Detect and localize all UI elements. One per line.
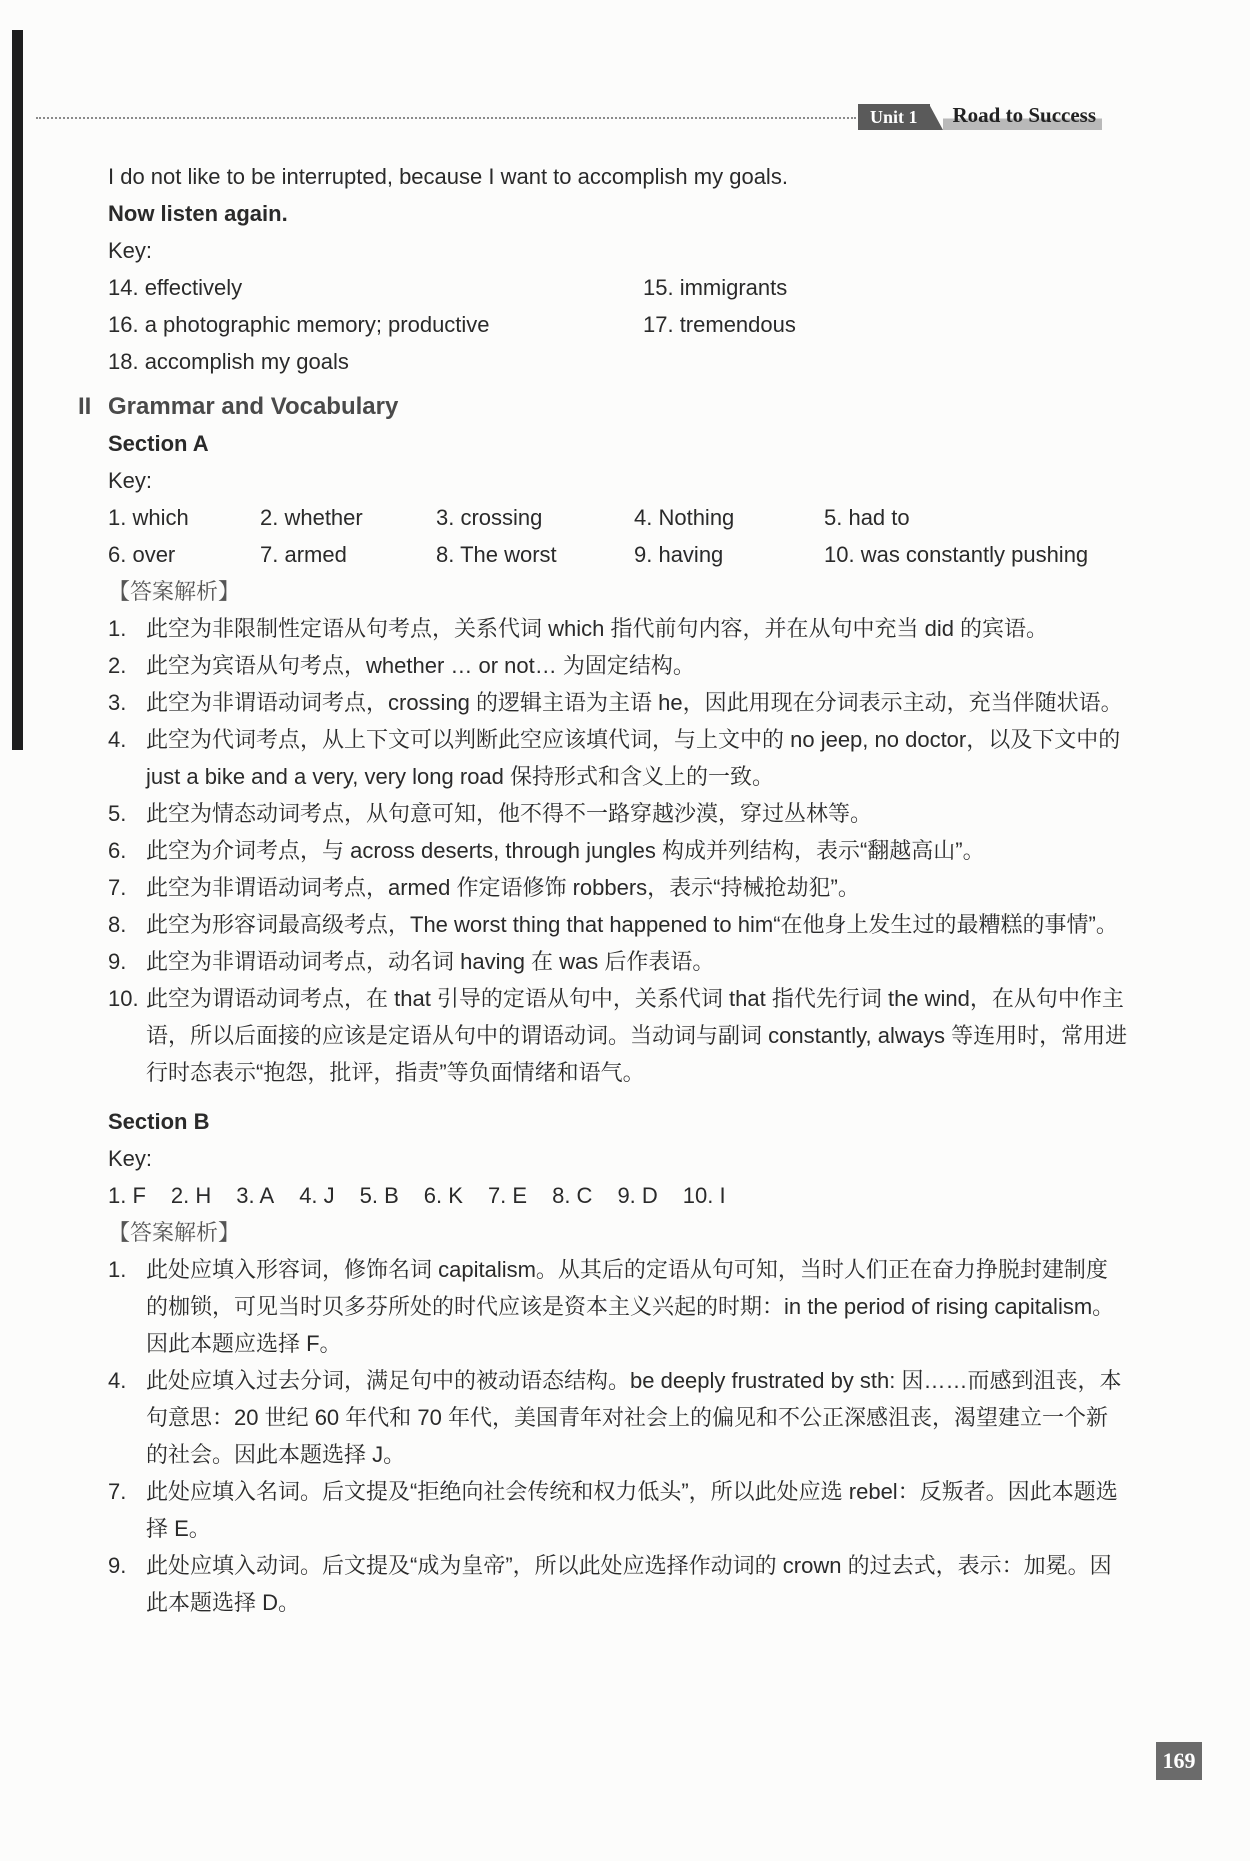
explanation-number: 6. (108, 838, 127, 863)
explanation-text: 此空为谓语动词考点，在 that 引导的定语从句中，关系代词 that 指代先行词 the wind，在从句中作主语，所以后面接的应该是定语从句中的谓语动词。当动词与副词 constantly, always 等连用时，常用进行时态表示“抱怨，批评，指责”等负面情绪和语气。 (146, 986, 1128, 1085)
explanation-number: 8. (108, 912, 127, 937)
explanation-number: 9. (108, 949, 127, 974)
key-label: Key: (108, 468, 153, 493)
explanation-item (108, 1473, 1128, 1547)
explanation-item (108, 943, 1128, 980)
explanation-item (108, 1547, 1128, 1621)
key-item: 1. F (108, 1183, 146, 1208)
key-item: 7. E (487, 1183, 528, 1208)
listening-sentence: I do not like to be interrupted, because I want to accomplish my goals. (108, 164, 788, 189)
explanation-item (108, 684, 1128, 721)
key-item: 8. The worst (436, 542, 557, 567)
key-item: 7. armed (260, 542, 347, 567)
explanation-text: 此处应填入形容词，修饰名词 capitalism。从其后的定语从句可知，当时人们正在奋力挣脱封建制度的枷锁，可见当时贝多芬所处的时代应该是资本主义兴起的时期：in the period of rising capitalism。因此本题应选择 F。 (146, 1257, 1115, 1356)
key-item: 15. immigrants (643, 275, 788, 300)
section-b-key-row (108, 1177, 1128, 1214)
key-item: 18. accomplish my goals (108, 349, 349, 374)
explanation-text: 此处应填入名词。后文提及“拒绝向社会传统和权力低头”，所以此处应选 rebel：反叛者。因此本题选择 E。 (146, 1479, 1118, 1541)
key-item: 1. which (108, 505, 189, 530)
analysis-label: 【答案解析】 (108, 1220, 241, 1245)
explanation-item (108, 869, 1128, 906)
explanation-item (108, 906, 1128, 943)
key-item: 4. Nothing (634, 505, 735, 530)
spacer (108, 1091, 1128, 1103)
grammar-title: Grammar and Vocabulary (108, 393, 399, 420)
explanation-number: 1. (108, 1257, 127, 1282)
explanation-text: 此处应填入动词。后文提及“成为皇帝”，所以此处应选择作动词的 crown 的过去式，表示：加冕。因此本题选择 D。 (146, 1553, 1112, 1615)
explanation-text: 此处应填入过去分词，满足句中的被动语态结构。be deeply frustrated by sth: 因……而感到沮丧，本句意思：20 世纪 60 年代和 70 年代，美国青年对社会上的偏见和不公正深感沮丧，渴望建立一个新的社会。因此本题选择 J。 (146, 1368, 1122, 1467)
explanation-item (108, 721, 1128, 795)
key-item: 10. was constantly pushing (824, 542, 1089, 567)
explanation-number: 1. (108, 616, 127, 641)
unit-label: Unit 1 (858, 104, 930, 130)
explanation-text: 此空为宾语从句考点，whether … or not… 为固定结构。 (146, 653, 695, 678)
key-item: 9. D (617, 1183, 658, 1208)
book-spine-shadow (12, 30, 23, 750)
explanation-item (108, 980, 1128, 1091)
key-item: 6. over (108, 542, 176, 567)
key-label: Key: (108, 1146, 153, 1171)
key-item: 4. J (299, 1183, 335, 1208)
key-item: 10. I (682, 1183, 726, 1208)
key-item: 3. crossing (436, 505, 543, 530)
explanation-text: 此空为代词考点，从上下文可以判断此空应该填代词，与上文中的 no jeep, no doctor，以及下文中的 just a bike and a very, very long road 保持形式和含义上的一致。 (146, 727, 1121, 789)
explanation-text: 此空为非限制性定语从句考点，关系代词 which 指代前句内容，并在从句中充当 did 的宾语。 (146, 616, 1049, 641)
key-label: Key: (108, 238, 153, 263)
explanation-item (108, 610, 1128, 647)
explanation-number: 3. (108, 690, 127, 715)
key-item: 5. B (359, 1183, 399, 1208)
key-item: 16. a photographic memory; productive (108, 312, 490, 337)
explanation-item (108, 647, 1128, 684)
key-item: 17. tremendous (643, 312, 796, 337)
key-item: 5. had to (824, 505, 910, 530)
section-b-title: Section B (108, 1109, 210, 1134)
explanation-item (108, 1251, 1128, 1362)
explanation-item (108, 832, 1128, 869)
page-content (78, 158, 1128, 1621)
explanation-text: 此空为非谓语动词考点，动名词 having 在 was 后作表语。 (146, 949, 715, 974)
explanation-item (108, 1362, 1128, 1473)
analysis-label: 【答案解析】 (108, 579, 241, 604)
grammar-heading (78, 388, 1128, 425)
key-item: 14. effectively (108, 275, 243, 300)
explanation-text: 此空为形容词最高级考点，The worst thing that happened to him“在他身上发生过的最糟糕的事情”。 (146, 912, 1118, 937)
explanation-text: 此空为非谓语动词考点，armed 作定语修饰 robbers，表示“持械抢劫犯”。 (146, 875, 860, 900)
explanation-text: 此空为介词考点，与 across deserts, through jungles 构成并列结构，表示“翻越高山”。 (146, 838, 985, 863)
header-slant-shape (929, 104, 943, 130)
key-item: 6. K (423, 1183, 463, 1208)
page-number: 169 (1156, 1742, 1202, 1780)
explanation-number: 10. (108, 986, 139, 1011)
key-item: 2. whether (260, 505, 363, 530)
listening-key-grid (108, 269, 1128, 380)
section-a-key-grid (108, 499, 1128, 573)
key-item: 3. A (236, 1183, 275, 1208)
running-header (858, 104, 1102, 130)
explanation-number: 4. (108, 727, 127, 752)
section-a-title: Section A (108, 431, 209, 456)
explanation-number: 7. (108, 1479, 127, 1504)
explanation-text: 此空为情态动词考点，从句意可知，他不得不一路穿越沙漠，穿过丛林等。 (146, 801, 873, 826)
unit-title: Road to Success (943, 104, 1103, 130)
explanation-number: 2. (108, 653, 127, 678)
explanation-number: 9. (108, 1553, 127, 1578)
explanation-text: 此空为非谓语动词考点，crossing 的逻辑主语为主语 he，因此用现在分词表示主动，充当伴随状语。 (146, 690, 1123, 715)
section-roman-numeral: II (78, 393, 92, 420)
key-item: 2. H (170, 1183, 212, 1208)
explanation-number: 7. (108, 875, 127, 900)
key-item: 9. having (634, 542, 724, 567)
explanation-number: 5. (108, 801, 127, 826)
explanation-item (108, 795, 1128, 832)
listen-again-heading: Now listen again. (108, 201, 288, 226)
header-dotted-rule (36, 117, 856, 119)
explanation-number: 4. (108, 1368, 127, 1393)
key-item: 8. C (552, 1183, 593, 1208)
